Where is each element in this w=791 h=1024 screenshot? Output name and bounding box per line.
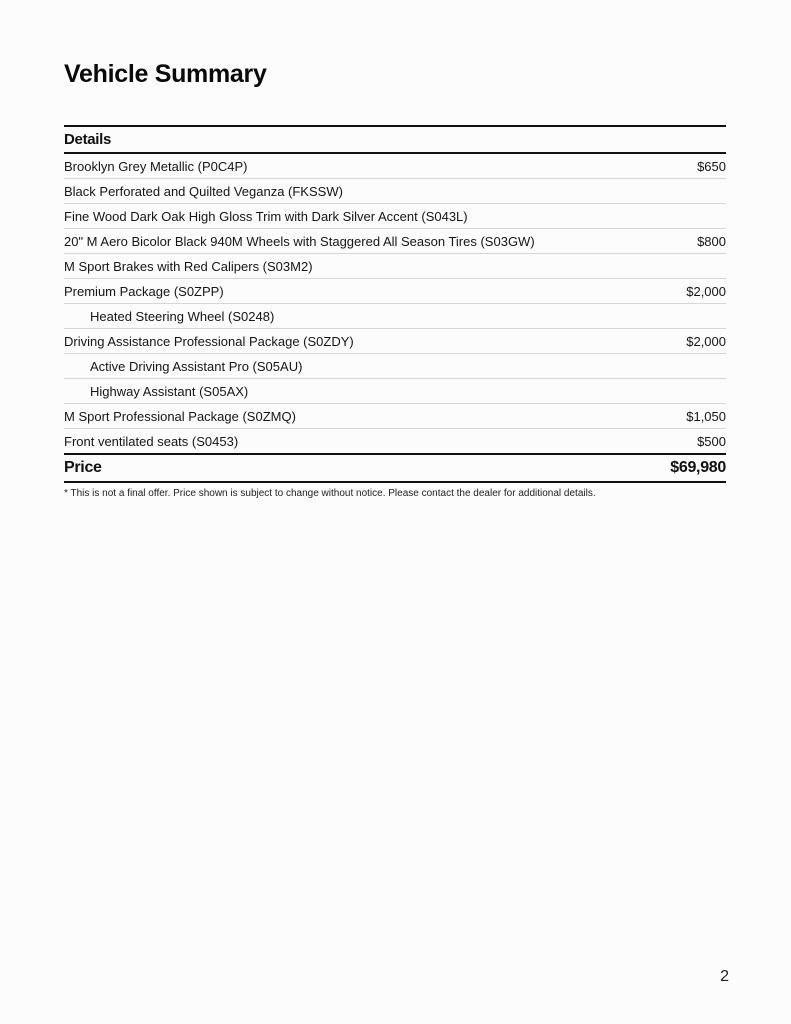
option-label: Brooklyn Grey Metallic (P0C4P) [64, 158, 248, 174]
package-row [64, 279, 726, 304]
option-label: M Sport Brakes with Red Calipers (S03M2) [64, 258, 313, 274]
option-row [64, 204, 726, 229]
option-row [64, 254, 726, 279]
total-price-row [64, 453, 726, 483]
package-label: Driving Assistance Professional Package (S0ZDY) [64, 333, 354, 349]
option-price: $500 [697, 433, 726, 449]
package-row [64, 329, 726, 354]
sub-item-label: Heated Steering Wheel (S0248) [90, 308, 275, 324]
option-label: Front ventilated seats (S0453) [64, 433, 239, 449]
page-number: 2 [720, 968, 729, 985]
package-price: $2,000 [686, 333, 726, 349]
vehicle-summary-table [64, 125, 726, 499]
package-sub-item-row [64, 304, 726, 329]
total-price-label: Price [64, 459, 102, 476]
package-sub-item-row [64, 379, 726, 404]
option-label: Fine Wood Dark Oak High Gloss Trim with Dark Silver Accent (S043L) [64, 208, 468, 224]
option-row [64, 154, 726, 179]
package-label: M Sport Professional Package (S0ZMQ) [64, 408, 296, 424]
option-row [64, 429, 726, 453]
option-label: Black Perforated and Quilted Veganza (FKSSW) [64, 183, 343, 199]
total-price-value: $69,980 [670, 459, 726, 476]
page-title: Vehicle Summary [64, 60, 267, 88]
sub-item-label: Highway Assistant (S05AX) [90, 383, 249, 399]
package-row [64, 404, 726, 429]
package-sub-item-row [64, 354, 726, 379]
disclaimer-note: * This is not a final offer. Price shown is subject to change without notice. Please contact the dealer for additional details. [64, 488, 596, 499]
package-price: $2,000 [686, 283, 726, 299]
package-price: $1,050 [686, 408, 726, 424]
package-label: Premium Package (S0ZPP) [64, 283, 224, 299]
option-row [64, 229, 726, 254]
option-price: $800 [697, 233, 726, 249]
sub-item-label: Active Driving Assistant Pro (S05AU) [90, 358, 303, 374]
option-price: $650 [697, 158, 726, 174]
option-label: 20" M Aero Bicolor Black 940M Wheels with Staggered All Season Tires (S03GW) [64, 233, 535, 249]
details-section-header: Details [64, 125, 726, 154]
option-row [64, 179, 726, 204]
